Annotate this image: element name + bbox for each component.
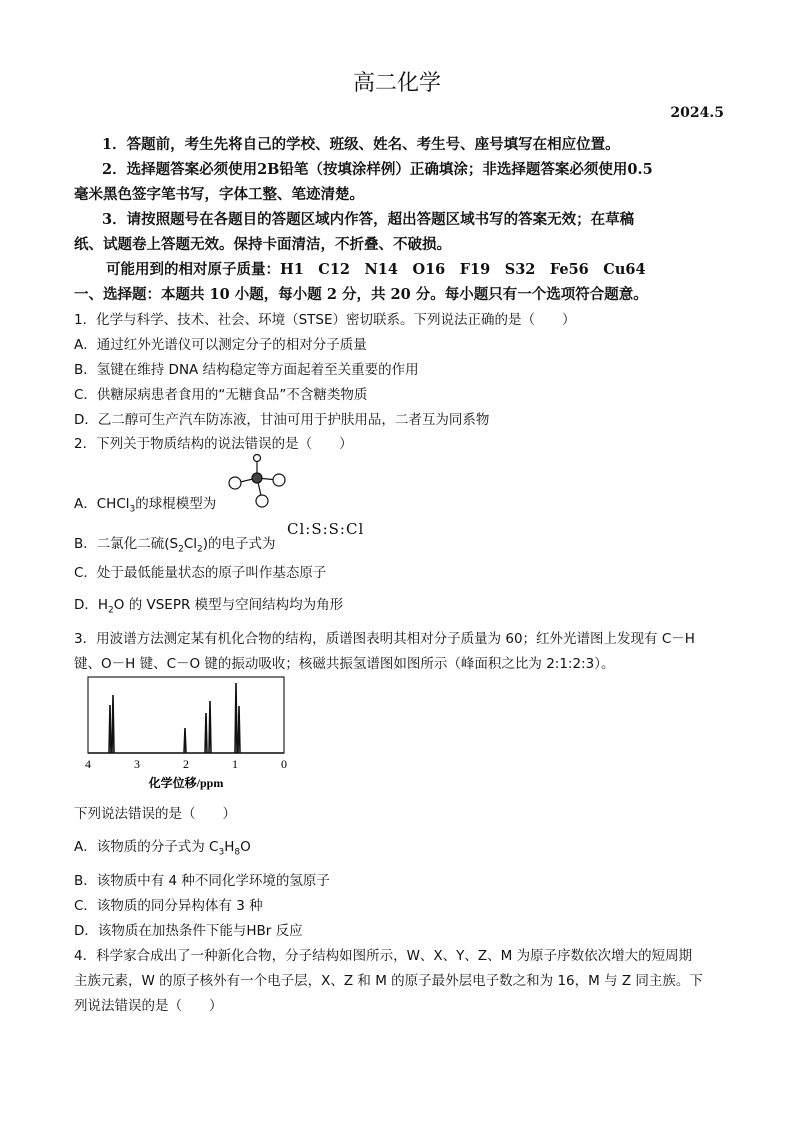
nmr-peak-4 xyxy=(205,713,207,753)
nmr-tick-3: 3 xyxy=(134,757,140,771)
nmr-peak-1 xyxy=(109,705,111,753)
nmr-peak-2 xyxy=(112,695,114,753)
electron-formula: Cl:S:S:Cl xyxy=(287,520,365,538)
nmr-spectrum xyxy=(78,673,293,798)
q3-option-a: A．该物质的分子式为 $C_3H_8O$ xyxy=(74,839,251,858)
note-3-cont: 纸、试题卷上答题无效。保持卡面清洁，不折叠、不破损。 xyxy=(74,236,451,253)
nmr-tick-0: 0 xyxy=(281,757,287,771)
ball-stick-model-icon xyxy=(224,452,290,510)
q3-option-b: B．该物质中有 4 种不同化学环境的氢原子 xyxy=(74,873,330,889)
nmr-peak-5 xyxy=(209,701,211,753)
page-title: 高二化学 xyxy=(352,71,441,96)
exam-date: 2024.5 xyxy=(670,105,724,121)
q4-line3: 列说法错误的是（ ） xyxy=(74,998,223,1014)
q4-line1: 4．科学家合成出了一种新化合物，分子结构如图所示，W、X、Y、Z、M 为原子序数依次增大的短周期 xyxy=(74,948,693,964)
nmr-peak-6 xyxy=(235,683,237,753)
q1-option-a: A．通过红外光谱仪可以测定分子的相对分子质量 xyxy=(74,337,367,353)
q1-stem: 1．化学与科学、技术、社会、环境（STSE）密切联系。下列说法正确的是（ ） xyxy=(74,312,576,328)
note-2: 2．选择题答案必须使用2B铅笔（按填涂样例）正确填涂；非选择题答案必须使用0.5 xyxy=(102,161,653,178)
q2-option-b: B．二氯化二硫$(S_2Cl_2)$的电子式为 xyxy=(74,536,276,555)
nmr-tick-1: 1 xyxy=(232,757,238,771)
atomic-masses: 可能用到的相对原子质量：H1 C12 N14 O16 F19 S32 Fe56 Cu64 xyxy=(106,261,646,278)
q2-stem: 2．下列关于物质结构的说法错误的是（ ） xyxy=(74,436,353,452)
q3-question: 下列说法错误的是（ ） xyxy=(74,806,236,822)
q1-option-c: C．供糖尿病患者食用的“无糖食品”不含糖类物质 xyxy=(74,387,368,403)
q2-option-d: D．$H_2O$ 的 VSEPR 模型与空间结构均为角形 xyxy=(74,597,344,616)
q2-option-a: A．CHCl$_3$的球棍模型为 xyxy=(74,496,217,515)
q1-option-d: D．乙二醇可生产汽车防冻液，甘油可用于护肤用品，二者互为同系物 xyxy=(74,412,490,428)
nmr-peak-7 xyxy=(238,706,240,753)
q4-line2: 主族元素，W 的原子核外有一个电子层，X、Z 和 M 的原子最外层电子数之和为 16，M 与 Z 同主族。下 xyxy=(74,973,703,989)
note-2-cont: 毫米黑色签字笔书写，字体工整、笔迹清楚。 xyxy=(74,186,364,203)
nmr-xlabel: 化学位移/ppm xyxy=(148,776,224,790)
nmr-peak-3 xyxy=(184,728,186,753)
note-3: 3．请按照题号在各题目的答题区域内作答，超出答题区域书写的答案无效；在草稿 xyxy=(102,211,635,228)
note-1: 1．答题前，考生先将自己的学校、班级、姓名、考生号、座号填写在相应位置。 xyxy=(102,136,620,153)
section-heading: 一、选择题：本题共 10 小题，每小题 2 分，共 20 分。每小题只有一个选项符合题意。 xyxy=(74,286,648,303)
q3-option-d: D．该物质在加热条件下能与HBr 反应 xyxy=(74,923,303,939)
q2-option-c: C．处于最低能量状态的原子叫作基态原子 xyxy=(74,565,327,581)
q3-stem-line2: 键、O－H 键、C－O 键的振动吸收；核磁共振氢谱图如图所示（峰面积之比为 2:1:2:3）。 xyxy=(74,656,615,672)
nmr-tick-4: 4 xyxy=(85,757,91,771)
q3-option-c: C．该物质的同分异构体有 3 种 xyxy=(74,898,263,914)
q3-stem-line1: 3．用波谱方法测定某有机化合物的结构，质谱图表明其相对分子质量为 60；红外光谱图上发现有 C－H xyxy=(74,631,695,647)
nmr-tick-2: 2 xyxy=(183,757,189,771)
q1-option-b: B．氢键在维持 DNA 结构稳定等方面起着至关重要的作用 xyxy=(74,362,419,378)
